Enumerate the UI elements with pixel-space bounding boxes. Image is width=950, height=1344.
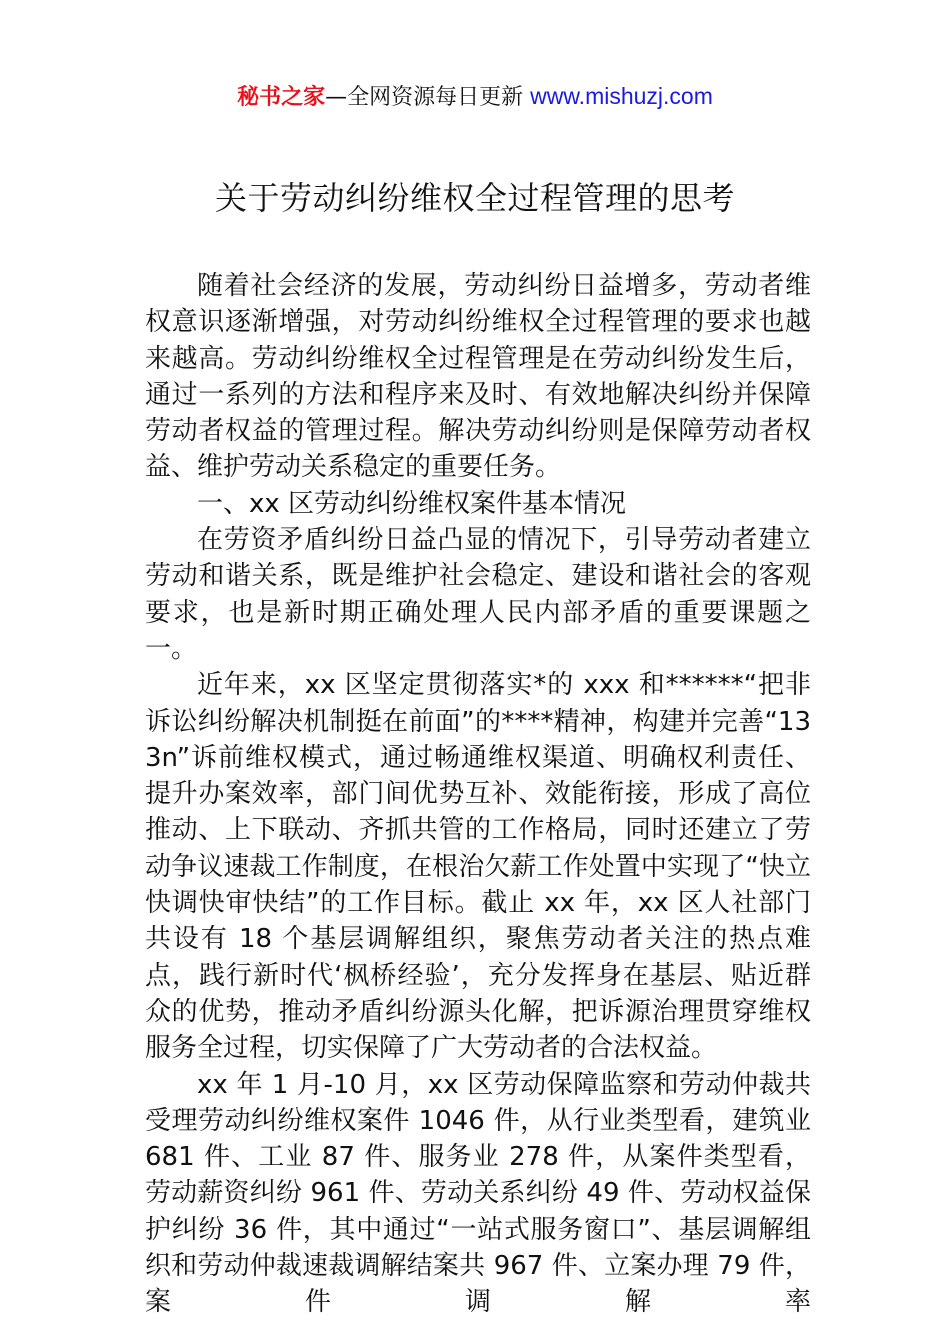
document-title: 关于劳动纠纷维权全过程管理的思考 [214,179,735,217]
brand-name: 秘书之家 [237,85,326,110]
section-heading-1: 一、xx 区劳动纠纷维权案件基本情况 [197,488,627,519]
intro-paragraph: 随着社会经济的发展，劳动纠纷日益增多，劳动者维权意识逐渐增强，对劳动纠纷维权全过程管理的要求也越来越高。劳动纠纷维权全过程管理是在劳动纠纷发生后，通过一系列的方法和程序来及时、有效地解决纠纷并保障劳动者权益的管理过程。解决劳动纠纷则是保障劳动者权益、维护劳动关系稳定的重要任务。 [145,271,811,483]
header-tagline: —全网资源每日更新 [325,85,524,110]
document-body [145,268,811,1321]
body-paragraph: xx 年 1 月-10 月，xx 区劳动保障监察和劳动仲裁共受理劳动纠纷维权案件 1046 件，从行业类型看，建筑业 681 件、工业 87 件、服务业 278 件，从案件类型看，劳动薪资纠纷 961 件、劳动关系纠纷 49 件、劳动权益保护纠纷 36 件，其中通过“一站式服务窗口”、基层调解组织和劳动仲裁速裁调解结案共 967 件、立案办理 79 件，案件调解率 [145,1069,811,1318]
site-url-link[interactable]: www.mishuzj.com [530,83,713,109]
body-paragraph: 近年来，xx 区坚定贯彻落实*的 xxx 和******“把非诉讼纠纷解决机制挺在前面”的****精神，构建并完善“133n”诉前维权模式，通过畅通维权渠道、明确权利责任、提升办案效率，部门间优势互补、效能衔接，形成了高位推动、上下联动、齐抓共管的工作格局，同时还建立了劳动争议速裁工作制度，在根治欠薪工作处置中实现了“快立快调快审快结”的工作目标。截止 xx 年，xx 区人社部门共设有 18 个基层调解组织，聚焦劳动者关注的热点难点，践行新时代‘枫桥经验’，充分发挥身在基层、贴近群众的优势，推动矛盾纠纷源头化解，把诉源治理贯穿维权服务全过程，切实保障了广大劳动者的合法权益。 [145,670,811,1064]
site-header [0,80,950,114]
body-paragraph: 在劳资矛盾纠纷日益凸显的情况下，引导劳动者建立劳动和谐关系，既是维护社会稳定、建设和谐社会的客观要求，也是新时期正确处理人民内部矛盾的重要课题之一。 [145,525,811,664]
